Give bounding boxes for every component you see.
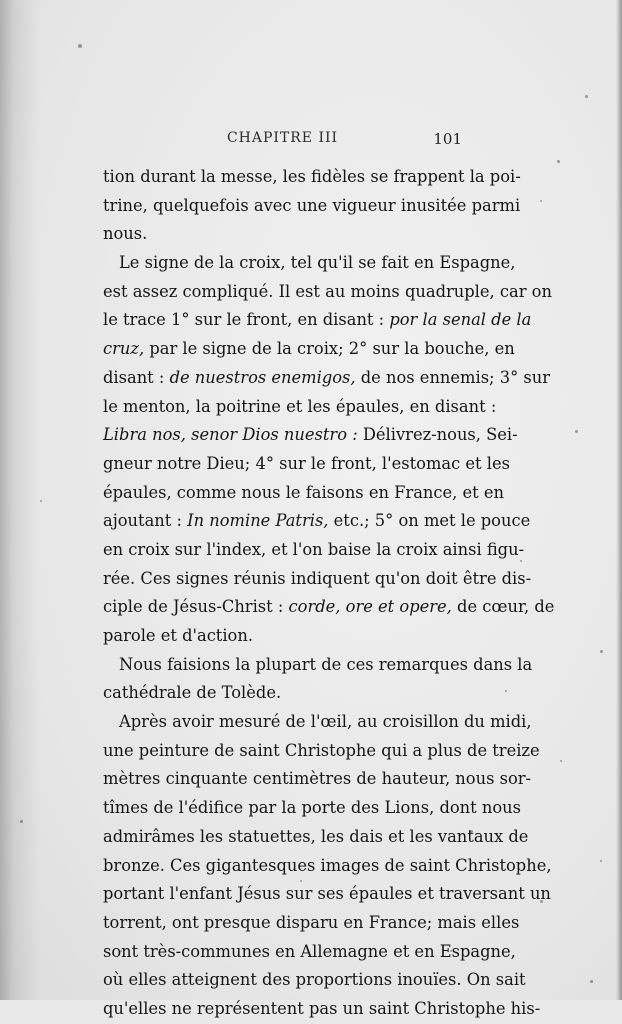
body-text	[103, 163, 555, 1024]
text-line	[103, 966, 526, 995]
text-run: tîmes de l'édifice par la porte des Lions, dont nous	[103, 798, 522, 818]
text-line	[103, 393, 497, 422]
paper-speck	[590, 980, 593, 983]
paper-speck	[40, 500, 42, 502]
text-line	[103, 421, 518, 450]
text-line	[103, 306, 532, 335]
text-line	[103, 938, 516, 967]
text-run: bronze. Ces gigantesques images de saint Christophe,	[103, 855, 552, 875]
text-line	[103, 880, 551, 909]
text-line	[103, 737, 540, 766]
paper-speck	[600, 860, 602, 862]
text-line	[103, 249, 516, 278]
paper-speck	[585, 95, 588, 98]
italic-phrase: corde, ore et opere,	[288, 597, 452, 617]
text-run: mètres cinquante centimètres de hauteur, nous sor-	[103, 769, 532, 789]
text-run: disant :	[103, 367, 170, 387]
text-line	[103, 479, 504, 508]
text-run: par le signe de la croix; 2° sur la bouche, en	[144, 339, 515, 359]
page-number: 101	[433, 130, 462, 148]
italic-phrase: In nomine Patris,	[187, 511, 329, 531]
text-line	[103, 278, 552, 307]
text-line	[103, 765, 532, 794]
paper-speck	[600, 650, 603, 653]
text-run: où elles atteignent des proportions inouïes. On sait	[103, 970, 526, 990]
text-run: Nous faisions la plupart de ces remarques dans la	[119, 654, 533, 674]
text-line	[103, 909, 520, 938]
text-line	[103, 708, 532, 737]
text-line	[103, 593, 555, 622]
page-edge-shadow	[616, 0, 622, 1000]
text-run: etc.; 5° on met le pouce	[328, 511, 531, 531]
text-line	[103, 823, 529, 852]
paper-speck	[557, 160, 560, 163]
text-line	[103, 364, 551, 393]
text-run: le trace 1° sur le front, en disant :	[103, 310, 390, 330]
text-line	[103, 450, 510, 479]
text-run: sont très-communes en Allemagne et en Espagne,	[103, 941, 516, 961]
text-line	[103, 163, 521, 192]
text-run: en croix sur l'index, et l'on baise la croix ainsi figu-	[103, 539, 525, 559]
paper-speck	[575, 430, 578, 433]
text-run: nous.	[103, 224, 148, 244]
text-run: ciple de Jésus-Christ :	[103, 597, 289, 617]
text-line	[103, 507, 531, 536]
text-run: épaules, comme nous le faisons en France, et en	[103, 482, 504, 502]
text-run: admirâmes les statuettes, les dais et les vantaux de	[103, 826, 529, 846]
running-head: CHAPITRE III	[226, 130, 339, 146]
paper-speck	[20, 820, 23, 823]
text-line	[103, 335, 515, 364]
paper-speck	[450, 950, 452, 952]
text-run: rée. Ces signes réunis indiquent qu'on doit être dis-	[103, 568, 532, 588]
italic-phrase: de nuestros enemigos,	[169, 367, 356, 387]
text-line	[103, 536, 525, 565]
paper-speck	[120, 950, 122, 952]
text-run: Délivrez-nous, Sei-	[357, 425, 518, 445]
paper-speck	[540, 200, 542, 202]
italic-phrase: por la senal de la	[389, 310, 532, 330]
text-line	[103, 220, 462, 249]
text-run: Le signe de la croix, tel qu'il se fait en Espagne,	[119, 253, 516, 273]
text-line	[103, 192, 521, 221]
text-run: est assez compliqué. Il est au moins quadruple, car on	[103, 281, 552, 301]
text-run: torrent, ont presque disparu en France; mais elles	[103, 912, 520, 932]
italic-phrase: cruz,	[103, 339, 145, 359]
text-run: parole et d'action.	[103, 626, 254, 645]
text-run: Après avoir mesuré de l'œil, au croisillon du midi,	[119, 712, 532, 732]
italic-phrase: Libra nos, senor Dios nuestro :	[103, 425, 358, 445]
text-run: cathédrale de Tolède.	[103, 683, 282, 703]
text-line	[103, 995, 541, 1024]
text-line	[103, 794, 522, 823]
text-run: trine, quelquefois avec une vigueur inusitée parmi	[103, 195, 521, 215]
text-line	[103, 679, 462, 708]
text-run: portant l'enfant Jésus sur ses épaules et traversant un	[103, 884, 551, 904]
paper-speck	[560, 760, 562, 762]
text-run: le menton, la poitrine et les épaules, en disant :	[103, 396, 497, 416]
text-line	[103, 622, 462, 651]
paper-speck	[78, 44, 82, 48]
text-run: de nos ennemis; 3° sur	[355, 367, 551, 387]
text-line	[103, 565, 532, 594]
page-header	[103, 130, 462, 150]
text-run: de cœur, de	[451, 597, 555, 617]
text-line	[103, 651, 533, 680]
text-run: ajoutant :	[103, 511, 188, 531]
paper-speck	[520, 560, 522, 562]
text-run: gneur notre Dieu; 4° sur le front, l'estomac et les	[103, 453, 510, 473]
text-line	[103, 852, 552, 881]
paper-speck	[540, 900, 543, 903]
paper-speck	[505, 690, 507, 692]
text-run: qu'elles ne représentent pas un saint Christophe his-	[103, 998, 541, 1018]
paper-speck	[470, 830, 473, 833]
text-run: tion durant la messe, les fidèles se frappent la poi-	[103, 167, 521, 186]
paper-speck	[300, 880, 302, 882]
text-run: une peinture de saint Christophe qui a plus de treize	[103, 740, 540, 760]
